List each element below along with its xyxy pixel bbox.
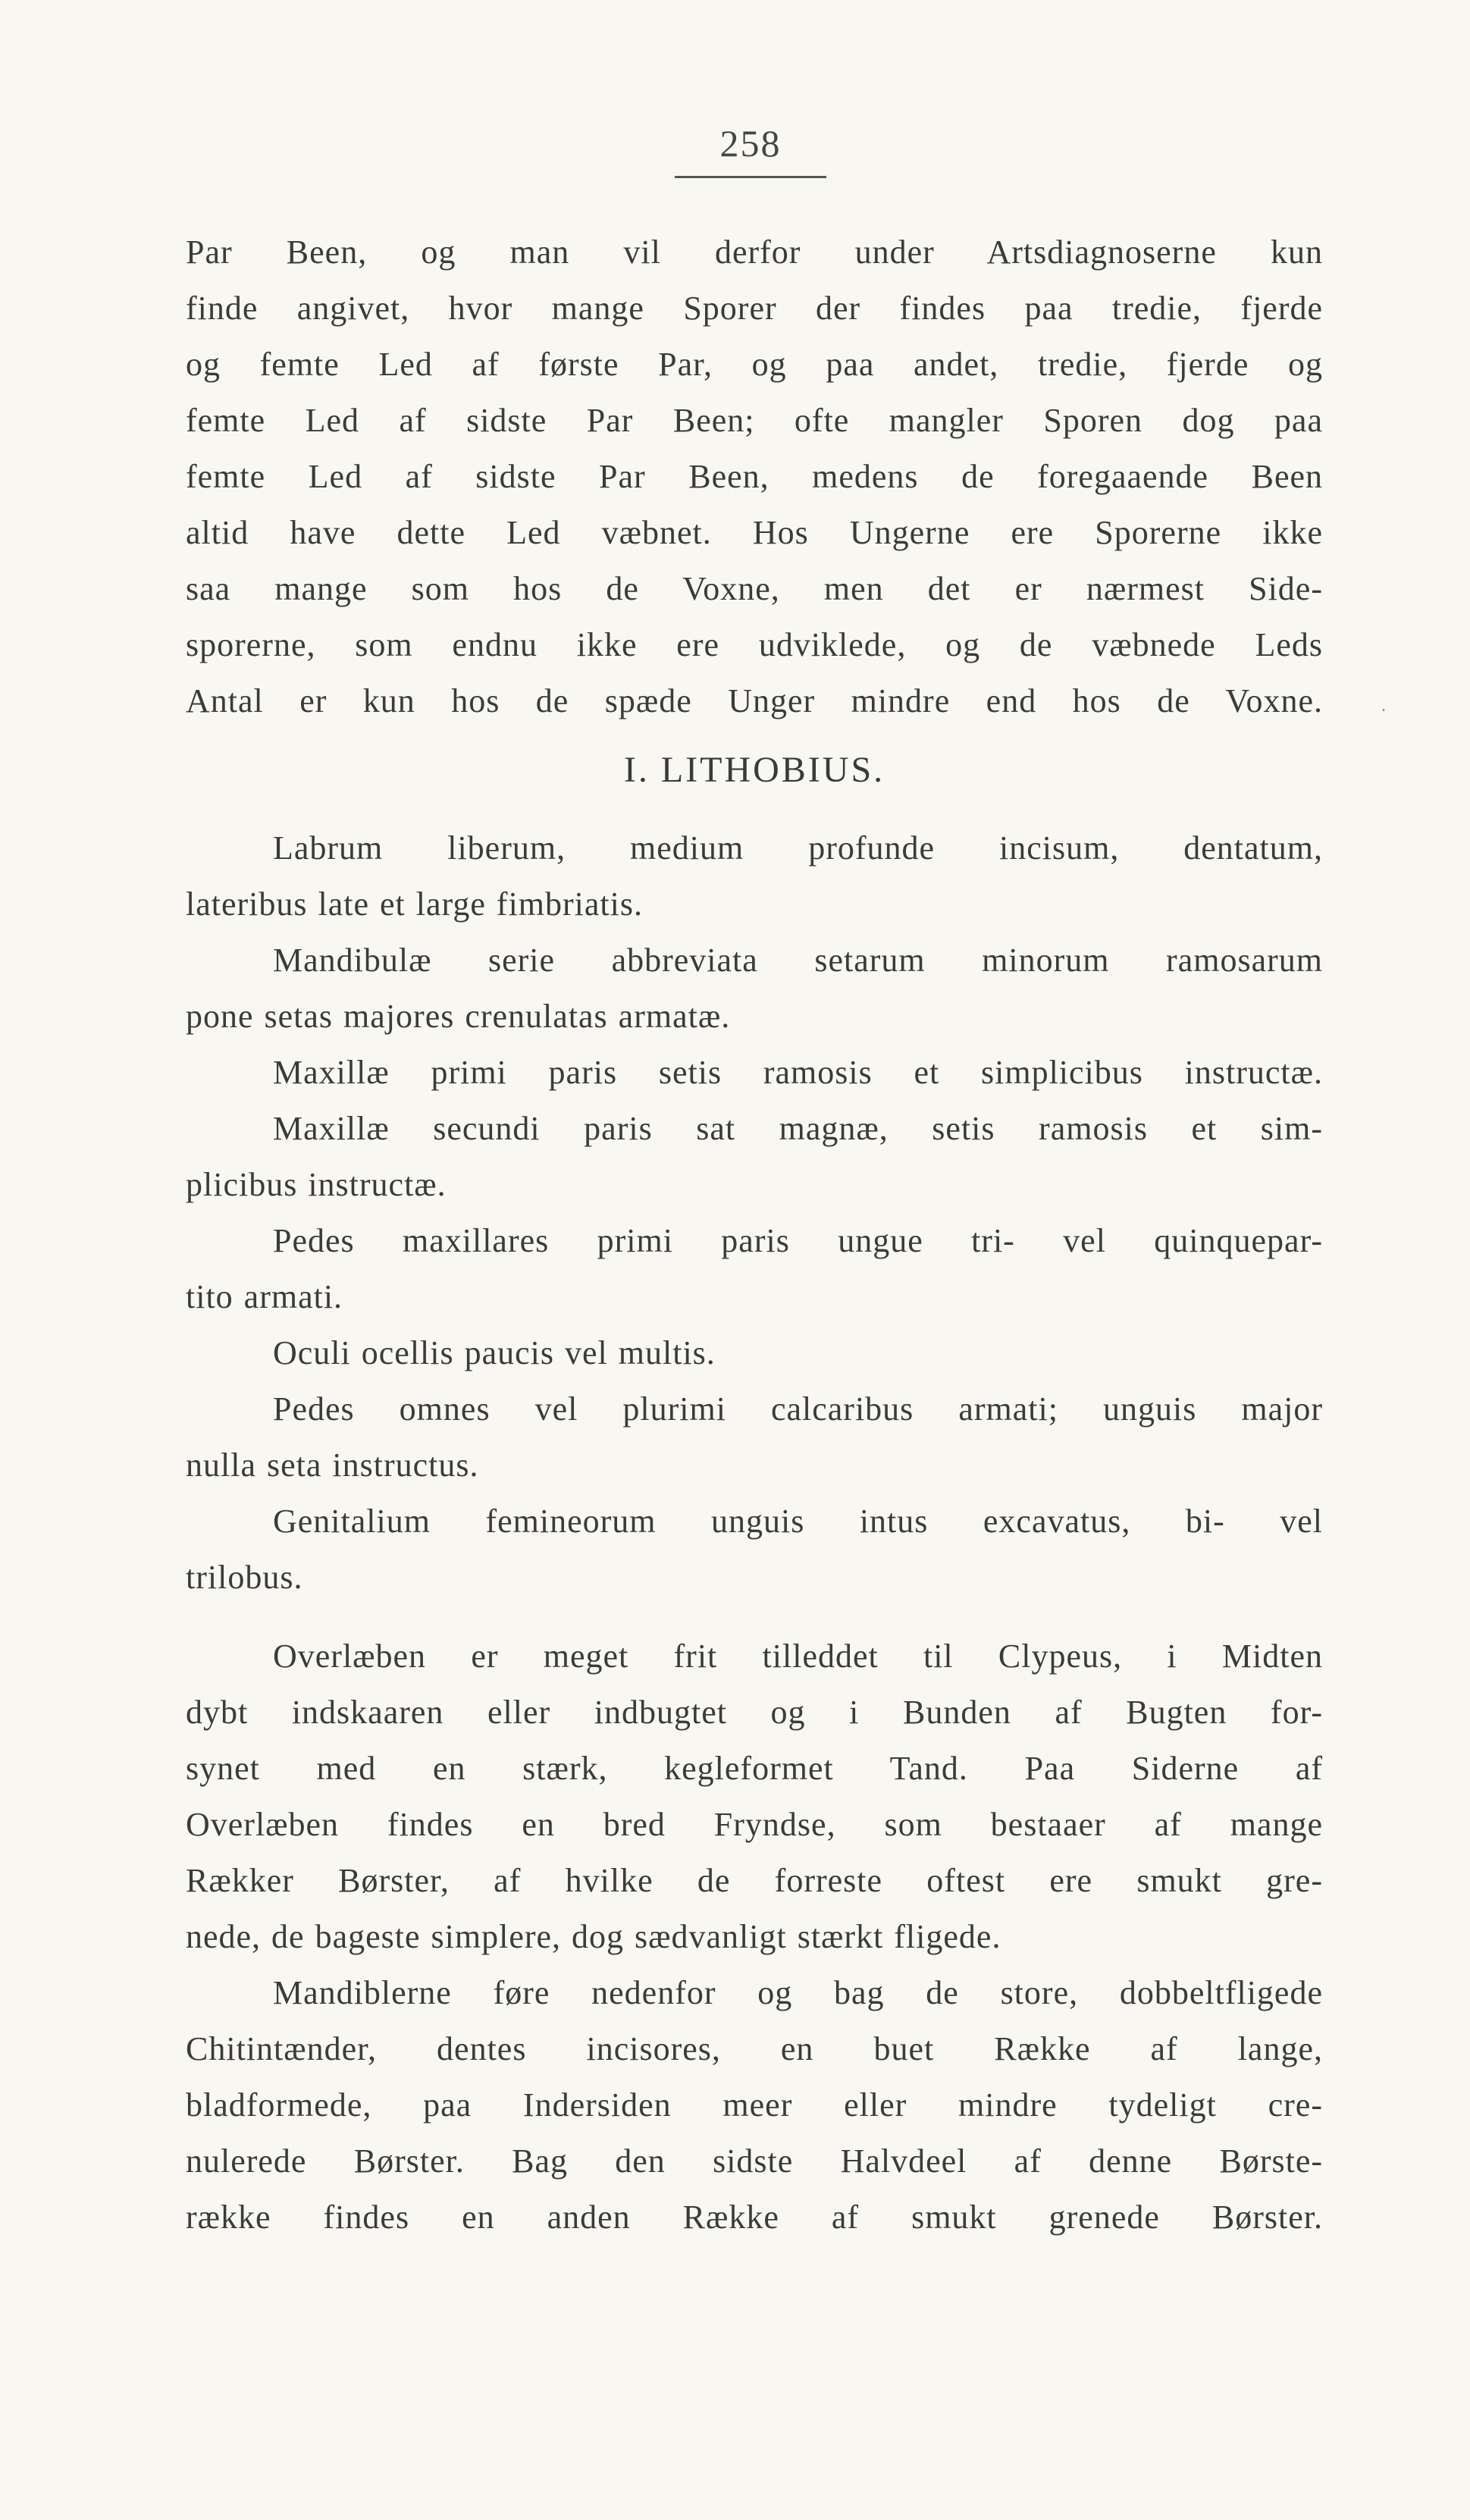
text-line: nulla seta instructus. (186, 1446, 479, 1484)
text-line: Antal er kun hos de spæde Unger mindre end hos de Voxne. (186, 682, 1323, 719)
intro-paragraph (186, 224, 1323, 729)
text-line: Overlæben findes en bred Fryndse, som bestaaer af mange (186, 1806, 1323, 1843)
text-line: nulerede Børster. Bag den sidste Halvdeel af denne Børste- (186, 2142, 1323, 2180)
page-number-rule (675, 176, 826, 178)
text-line: Genitalium femineorum unguis intus excavatus, bi- vel (273, 1503, 1323, 1540)
text-line: Pedes maxillares primi paris ungue tri- vel quinquepar- (273, 1222, 1323, 1259)
text-line: række findes en anden Række af smukt grenede Børster. (186, 2199, 1323, 2236)
text-line: sporerne, som endnu ikke ere udviklede, og de væbnede Leds (186, 626, 1323, 663)
text-line: tito armati. (186, 1278, 343, 1315)
text-line: plicibus instructæ. (186, 1166, 447, 1203)
text-line: og femte Led af første Par, og paa andet, tredie, fjerde og (186, 346, 1323, 383)
text-line: femte Led af sidste Par Been, medens de foregaaende Been (186, 458, 1323, 495)
text-line: Mandiblerne føre nedenfor og bag de store, dobbeltfligede (273, 1974, 1323, 2011)
margin-mark: . (1381, 696, 1386, 716)
text-line: finde angivet, hvor mange Sporer der findes paa tredie, fjerde (186, 290, 1323, 327)
text-line: Oculi ocellis paucis vel multis. (273, 1334, 716, 1371)
text-line: Overlæben er meget frit tilleddet til Clypeus, i Midten (273, 1638, 1323, 1675)
text-line: Par Been, og man vil derfor under Artsdiagnoserne kun (186, 234, 1323, 271)
page-number: 258 (719, 122, 782, 165)
text-line: altid have dette Led væbnet. Hos Ungerne ere Sporerne ikke (186, 514, 1323, 551)
text-line: synet med en stærk, kegleformet Tand. Paa Siderne af (186, 1750, 1323, 1787)
text-line: Maxillæ primi paris setis ramosis et simplicibus instructæ. (273, 1054, 1323, 1091)
text-line: Mandibulæ serie abbreviata setarum minorum ramosarum (273, 942, 1323, 979)
text-line: dybt indskaaren eller indbugtet og i Bunden af Bugten for- (186, 1694, 1323, 1731)
text-line: saa mange som hos de Voxne, men det er nærmest Side- (186, 570, 1323, 607)
text-line: Chitintænder, dentes incisores, en buet Række af lange, (186, 2030, 1323, 2067)
text-line: pone setas majores crenulatas armatæ. (186, 998, 731, 1035)
latin-diagnosis (186, 820, 1323, 1606)
text-line: Rækker Børster, af hvilke de forreste oftest ere smukt gre- (186, 1862, 1323, 1899)
text-line: bladformede, paa Indersiden meer eller mindre tydeligt cre- (186, 2086, 1323, 2124)
text-line: Labrum liberum, medium profunde incisum, dentatum, (273, 829, 1323, 867)
text-line: femte Led af sidste Par Been; ofte mangler Sporen dog paa (186, 402, 1323, 439)
text-line: nede, de bageste simplere, dog sædvanligt stærkt fligede. (186, 1918, 1001, 1955)
text-line: Pedes omnes vel plurimi calcaribus armati; unguis major (273, 1390, 1323, 1428)
danish-description (186, 1628, 1323, 2246)
text-line: lateribus late et large fimbriatis. (186, 885, 643, 923)
section-heading: I. LITHOBIUS. (623, 750, 885, 790)
text-line: Maxillæ secundi paris sat magnæ, setis ramosis et sim- (273, 1110, 1323, 1147)
text-line: trilobus. (186, 1559, 303, 1596)
